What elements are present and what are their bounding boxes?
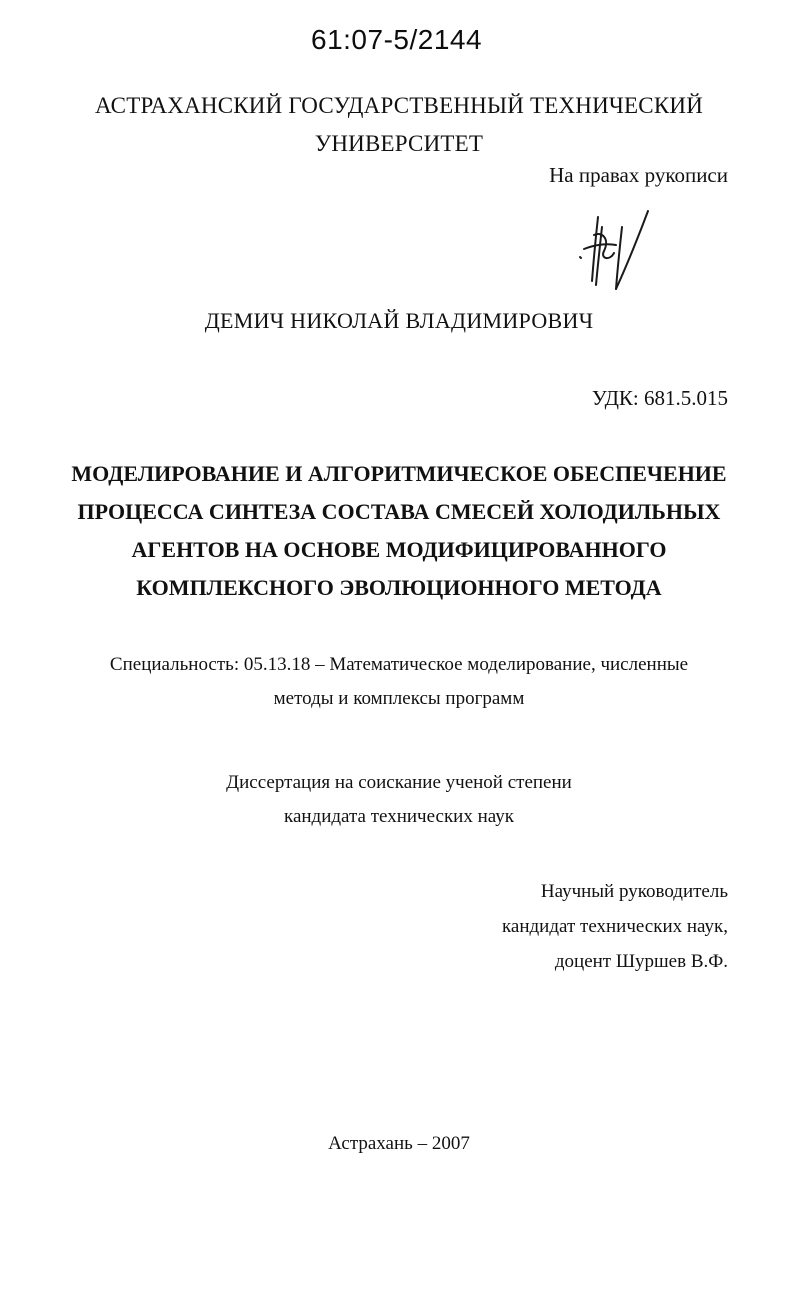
supervisor-line-2: кандидат технических наук, (501, 916, 728, 937)
signature-icon (572, 205, 662, 295)
title-line-1: МОДЕЛИРОВАНИЕ И АЛГОРИТМИЧЕСКОЕ ОБЕСПЕЧЕНИЕ (71, 461, 727, 486)
degree-statement (0, 766, 798, 834)
title-line-3: АГЕНТОВ НА ОСНОВЕ МОДИФИЦИРОВАННОГО (131, 537, 667, 562)
institution-line-2: УНИВЕРСИТЕТ (314, 131, 484, 156)
specialty (0, 648, 798, 716)
specialty-line-1: Специальность: 05.13.18 – Математическое моделирование, численные (109, 654, 689, 675)
title-line-4: КОМПЛЕКСНОГО ЭВОЛЮЦИОННОГО МЕТОДА (136, 575, 662, 600)
udc-code: УДК: 681.5.015 (591, 386, 728, 410)
title-line-2: ПРОЦЕССА СИНТЕЗА СОСТАВА СМЕСЕЙ ХОЛОДИЛЬНЫХ (77, 499, 721, 524)
city-year: Астрахань – 2007 (328, 1133, 470, 1154)
specialty-line-2: методы и комплексы программ (273, 688, 525, 709)
institution-name (0, 87, 798, 163)
degree-line-2: кандидата технических наук (284, 806, 514, 827)
author-name: ДЕМИЧ НИКОЛАЙ ВЛАДИМИРОВИЧ (204, 308, 594, 333)
supervisor-block (502, 874, 728, 979)
thesis-title (0, 455, 798, 607)
manuscript-rights-note: На правах рукописи (549, 163, 728, 187)
degree-line-1: Диссертация на соискание ученой степени (226, 772, 572, 793)
supervisor-line-3: доцент Шуршев В.Ф. (554, 951, 728, 972)
institution-line-1: АСТРАХАНСКИЙ ГОСУДАРСТВЕННЫЙ ТЕХНИЧЕСКИЙ (94, 93, 704, 118)
supervisor-line-1: Научный руководитель (540, 881, 728, 902)
catalog-number: 61:07-5/2144 (311, 24, 483, 55)
